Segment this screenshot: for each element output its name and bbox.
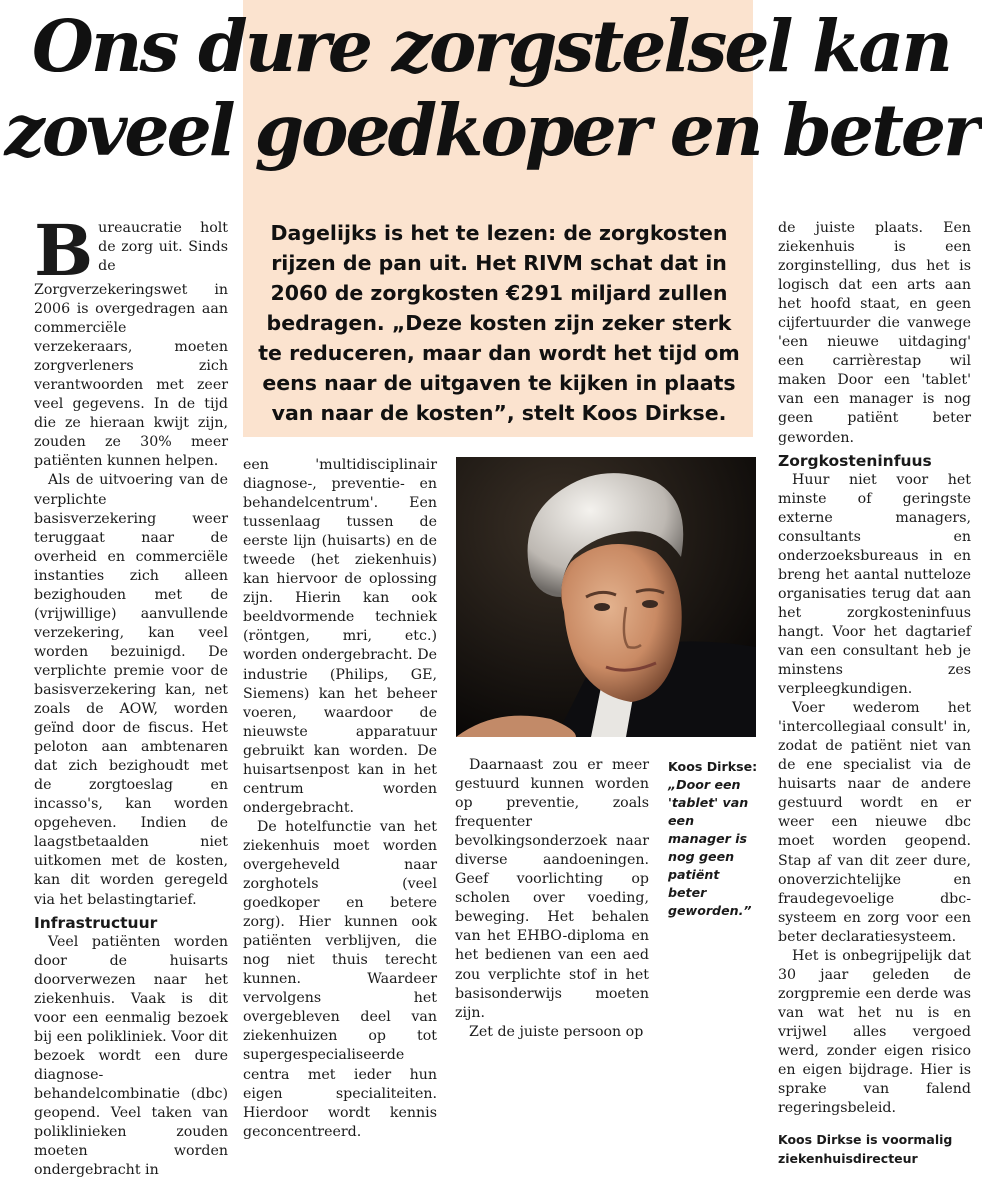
article-column-2 [243,456,437,1142]
photo-caption [668,758,760,920]
col4-paragraph-4: Het is onbegrijpelijk dat 30 jaar geleden de zorgpremie een derde was van wat het nu is en vrijwel alles vergoed werd, zonder eigen risico en eigen bijdrage. Hier is sprake van falend regeringsbeleid. [778,947,971,1117]
article-column-4 [778,219,971,1168]
col4-paragraph-3: Voer wederom het 'intercollegiaal consult' in, zodat de patiënt niet van de ene specialist via de huisarts naar de andere gestuurd wordt en er weer een nieuwe dbc moet worden geopend. Stap af van dit zeer dure, onoverzichtelijke en fraudegevoelige dbc-systeem en zorg voor een beter declaratiesysteem. [778,700,971,945]
col2-paragraph-2: De hotelfunctie van het ziekenhuis moet worden overgeheveld naar zorghotels (veel goedkoper en betere zorg). Hier kunnen ook patiënten verblijven, die nog niet thuis terecht kunnen. Waardeer vervolgens het overgebleven deel van ziekenhuizen op tot supergespecialiseerde centra met ieder hun eigen specialiteiten. Hierdoor wordt kennis geconcentreerd. [243,818,437,1140]
caption-quote: „Door een 'tablet' van een manager is nog geen patiënt beter geworden.” [668,777,752,918]
portrait-illustration [456,457,756,737]
col1-paragraph-1-text: ureaucratie holt de zorg uit. Sinds de Zorgverzekeringswet in 2006 is overgedragen aan commerciële verzekeraars, moeten zorgverleners zich verantwoorden met zeer veel gegevens. In de tijd die ze hieraan kwijt zijn, zouden ze 30% meer patiënten kunnen helpen. [34,220,228,470]
col3-paragraph-2: Zet de juiste persoon op [469,1023,644,1040]
headline [0,4,982,172]
col1-paragraph-3: Veel patiënten worden door de huisarts doorverwezen naar het ziekenhuis. Vaak is dit voor een eenmalig bezoek bij een polikliniek. Voor dit bezoek wordt een dure diagnose-behandelcombinatie (dbc) geopend. Veel taken van poliklinieken zouden moeten worden ondergebracht in [34,933,228,1179]
article-column-1 [34,209,228,1180]
portrait-photo [456,457,756,737]
subheading-zorgkosteninfuus: Zorgkosteninfuus [778,451,932,470]
lead-paragraph: Dagelijks is het te lezen: de zorgkosten rijzen de pan uit. Het RIVM schat dat in 2060 de zorgkosten €291 miljard zullen bedragen. „Deze kosten zijn zeker sterk te reduceren, maar dan wordt het tijd om eens naar de uitgaven te kijken in plaats van naar de kosten”, stelt Koos Dirkse. [258,221,740,425]
col1-paragraph-2: Als de uitvoering van de verplichte basisverzekering weer teruggaat naar de overheid en commerciële instanties zich alleen bezighouden met de (vrijwillige) aanvullende verzekering, kan veel worden bezuinigd. De verplichte premie voor de basisverzekering kan, net zoals de AOW, worden geïnd door de fiscus. Het peloton aan ambtenaren dat zich bezighoudt met de zorgtoeslag en incasso's, kan worden opgeheven. Indien de laagstbetaalden niet uitkomen met de kosten, kan dit worden geregeld via het belastingtarief. [34,472,228,908]
headline-line-2: zoveel goedkoper en beter [4,88,978,172]
caption-name: Koos Dirkse: [668,759,758,774]
col3-paragraph-1: Daarnaast zou er meer gestuurd kunnen worden op preventie, zoals frequenter bevolkingsonderzoek naar diverse aandoeningen. Geef voorlichting op scholen over voeding, beweging. Het behalen van het EHBO-diploma en het bedienen van een aed zou verplichte stof in het basisonderwijs moeten zijn. [455,757,649,1021]
col4-paragraph-1: de juiste plaats. Een ziekenhuis is een zorginstelling, dus het is logisch dat een arts aan het hoofd staat, en geen cijfertuurder die vanwege 'een nieuwe uitdaging' een carrièrestap wil maken Door een 'tablet' van een manager is nog geen patiënt beter geworden. [778,220,971,446]
author-signature: Koos Dirkse is voormalig ziekenhuisdirecteur [778,1132,953,1167]
headline-line-1: Ons dure zorgstelsel kan [31,4,950,88]
col2-paragraph-1: een 'multidisciplinair diagnose-, preventie- en behandelcentrum'. Een tussenlaag tussen de eerste lijn (huisarts) en de tweede (het ziekenhuis) kan hiervoor de oplossing zijn. Hierin kan ook beeldvormende techniek (röntgen, mri, etc.) worden ondergebracht. De industrie (Philips, GE, Siemens) kan het beheer voeren, waardoor de nieuwste apparatuur gebruikt kan worden. De huisartsenpost kan in het centrum worden ondergebracht. [243,457,437,816]
drop-cap: B [34,209,94,292]
col4-paragraph-2: Huur niet voor het minste of geringste externe managers, consultants en onderzoeksbureaus in en breng het aantal nutteloze organisaties terug dat aan het zorgkosteninfuus hangt. Voor het dagtarief van een consultant heb je minstens zes verpleegkundigen. [778,471,971,698]
col1-paragraph-1 [34,209,228,471]
article-column-3 [455,756,649,1042]
subheading-infrastructuur: Infrastructuur [34,913,158,932]
